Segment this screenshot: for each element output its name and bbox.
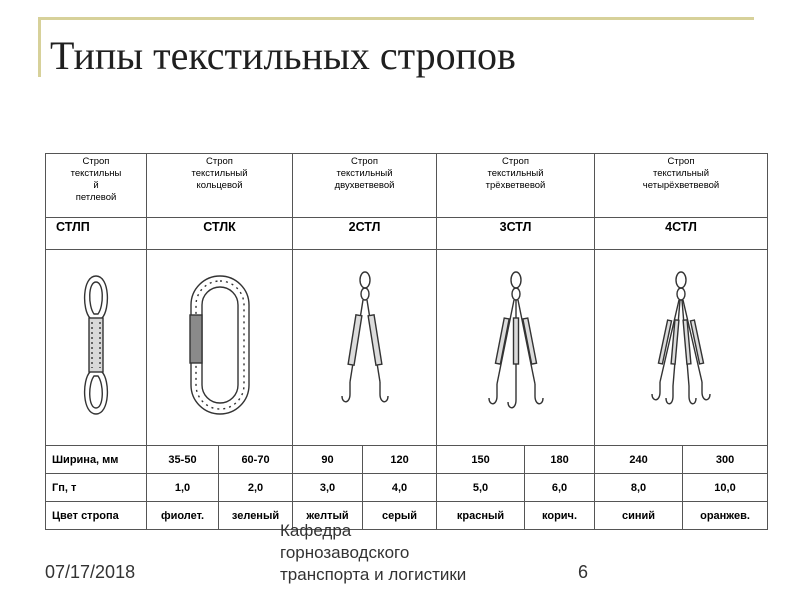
capacity-cell: 10,0	[683, 474, 768, 502]
illustration-row	[46, 250, 768, 446]
illustration-cell	[46, 250, 147, 446]
width-cell: 90	[293, 446, 363, 474]
header-line: Строп	[667, 156, 695, 167]
header-line: Строп	[82, 156, 110, 167]
header-line: текстильны	[70, 168, 122, 179]
color-cell: оранжев.	[683, 502, 768, 530]
footer-department-line: горнозаводского	[280, 543, 410, 562]
illustration-cell	[595, 250, 768, 446]
color-cell: фиолет.	[147, 502, 219, 530]
color-cell: красный	[437, 502, 525, 530]
illustration-cell	[293, 250, 437, 446]
footer-department	[280, 520, 540, 586]
code-cell: СТЛП	[46, 218, 147, 250]
three-leg-sling-icon	[481, 270, 551, 420]
slings-table	[45, 153, 768, 530]
capacity-row	[46, 474, 768, 502]
code-cell: СТЛК	[147, 218, 293, 250]
row-label: Ширина, мм	[46, 446, 147, 474]
capacity-cell: 3,0	[293, 474, 363, 502]
illustration-cell	[437, 250, 595, 446]
color-cell: зеленый	[219, 502, 293, 530]
header-line: трёхветвевой	[485, 180, 546, 191]
slide-title: Типы текстильных стропов	[50, 33, 516, 78]
header-cell-two-leg	[293, 154, 437, 218]
row-label: Гп, т	[46, 474, 147, 502]
capacity-cell: 6,0	[525, 474, 595, 502]
color-cell: корич.	[525, 502, 595, 530]
footer-date: 07/17/2018	[45, 562, 136, 582]
header-row	[46, 154, 768, 218]
header-line: текстильный	[336, 168, 393, 179]
code-cell: 3СТЛ	[437, 218, 595, 250]
width-row	[46, 446, 768, 474]
footer-department-line: транспорта и логистики	[280, 565, 467, 584]
four-leg-sling-icon	[646, 270, 716, 420]
header-line: й	[93, 180, 99, 191]
page-number: 6	[578, 562, 589, 582]
color-cell: серый	[363, 502, 437, 530]
width-cell: 150	[437, 446, 525, 474]
code-cell: 4СТЛ	[595, 218, 768, 250]
header-line: текстильный	[487, 168, 544, 179]
header-line: текстильный	[652, 168, 710, 179]
header-cell-three-leg	[437, 154, 595, 218]
color-cell: желтый	[293, 502, 363, 530]
code-row	[46, 218, 768, 250]
header-line: Строп	[351, 156, 378, 167]
header-line: кольцевой	[196, 180, 243, 191]
header-line: текстильный	[191, 168, 248, 179]
capacity-cell: 5,0	[437, 474, 525, 502]
code-cell: 2СТЛ	[293, 218, 437, 250]
width-cell: 300	[683, 446, 768, 474]
header-cell-ring	[147, 154, 293, 218]
header-cell-loop	[46, 154, 147, 218]
ring-sling-icon	[185, 270, 255, 420]
header-cell-four-leg	[595, 154, 768, 218]
footer-department-line: Кафедра	[280, 521, 352, 540]
decor-line-top	[38, 17, 754, 20]
header-line: Строп	[502, 156, 529, 167]
loop-sling-icon	[76, 270, 116, 420]
width-cell: 60-70	[219, 446, 293, 474]
width-cell: 180	[525, 446, 595, 474]
header-line: Строп	[206, 156, 233, 167]
capacity-cell: 4,0	[363, 474, 437, 502]
width-cell: 120	[363, 446, 437, 474]
header-line: четырёхветвевой	[642, 180, 720, 191]
decor-line-left	[38, 17, 41, 77]
width-cell: 35-50	[147, 446, 219, 474]
capacity-cell: 8,0	[595, 474, 683, 502]
row-label: Цвет стропа	[46, 502, 147, 530]
two-leg-sling-icon	[330, 270, 400, 420]
width-cell: 240	[595, 446, 683, 474]
capacity-cell: 2,0	[219, 474, 293, 502]
header-line: двухветвевой	[334, 180, 395, 191]
illustration-cell	[147, 250, 293, 446]
header-line: петлевой	[75, 192, 117, 203]
capacity-cell: 1,0	[147, 474, 219, 502]
color-cell: синий	[595, 502, 683, 530]
